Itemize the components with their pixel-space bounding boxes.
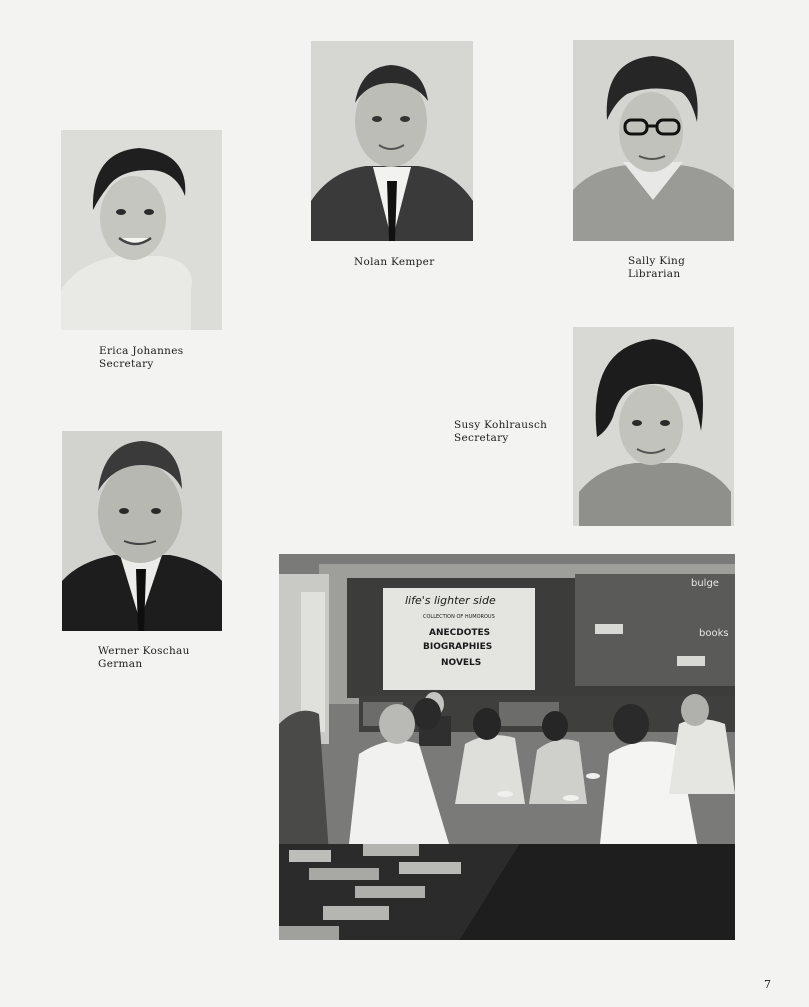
caption-nolan-kemper (354, 256, 435, 269)
bulletin-line-5: NOVELS (441, 658, 482, 668)
portrait-erica-johannes (61, 130, 222, 330)
portrait-werner-koschau (62, 431, 222, 631)
bulletin-line-2: COLLECTION OF HUMOROUS (423, 614, 495, 620)
bulletin-line-3: ANECDOTES (429, 628, 491, 638)
portrait-man-suit-icon (311, 41, 473, 241)
portrait-nolan-kemper (311, 41, 473, 241)
bulletin-side-word-1: bulge (691, 578, 719, 589)
bulletin-line-1: life's lighter side (405, 594, 496, 607)
portrait-name: Werner Koschau (98, 645, 190, 657)
bulletin-side-word-2: books (699, 628, 729, 639)
portrait-sally-king (573, 40, 734, 241)
caption-werner-koschau (98, 645, 190, 671)
caption-sally-king (628, 255, 685, 281)
portrait-name: Sally King (628, 255, 686, 267)
bulletin-line-4: BIOGRAPHIES (423, 642, 493, 652)
caption-erica-johannes (99, 345, 183, 371)
portrait-role: Secretary (454, 432, 509, 444)
portrait-role: German (98, 658, 143, 670)
portrait-woman-glasses-icon (573, 40, 734, 241)
portrait-role: Librarian (628, 268, 681, 280)
portrait-name: Erica Johannes (99, 345, 184, 357)
portrait-woman-bob-haircut-icon (573, 327, 734, 526)
library-meeting-photo (279, 554, 735, 940)
portrait-man-dark-suit-icon (62, 431, 222, 631)
portrait-role: Secretary (99, 358, 154, 370)
page-number: 7 (764, 978, 771, 991)
caption-susy-kohlrausch (454, 419, 547, 445)
portrait-name: Nolan Kemper (354, 256, 435, 268)
portrait-name: Susy Kohlrausch (454, 419, 548, 431)
portrait-woman-smiling-icon (61, 130, 222, 330)
portrait-susy-kohlrausch (573, 327, 734, 526)
